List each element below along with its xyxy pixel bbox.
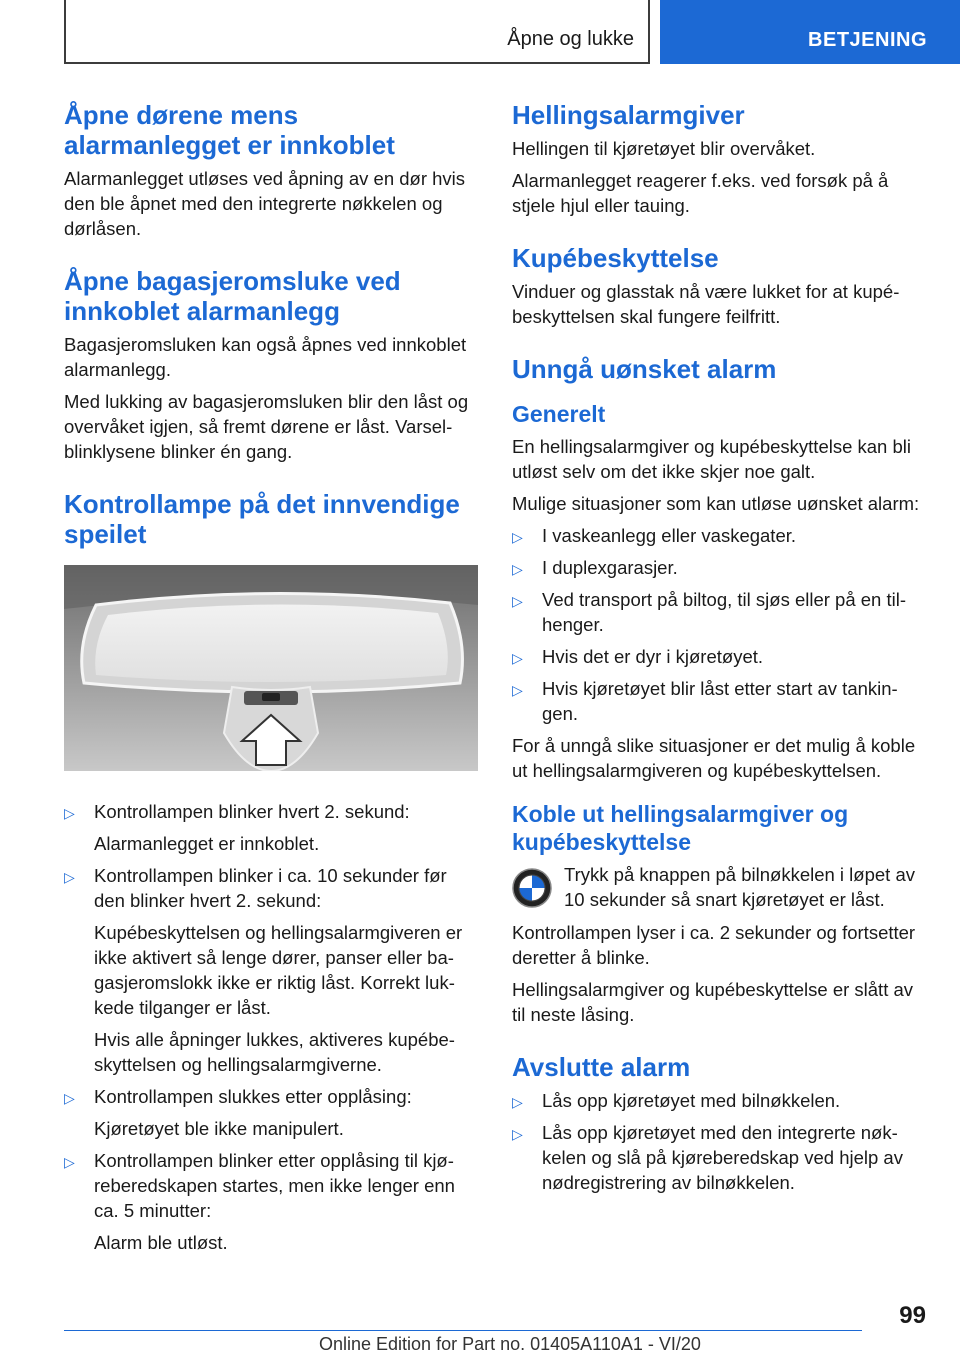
list-subtext: Kupébeskyttelsen og hellingsalarmgiveren er ikke aktivert så lenge dører, panser eller bagasjeromslokk ikke er riktig låst. Korrekt lukkede tilganger er låst. bbox=[94, 922, 463, 1018]
left-column bbox=[64, 100, 478, 1262]
list-subtext: Alarm ble utløst. bbox=[94, 1232, 228, 1253]
heading-tilt-alarm: Hellingsalarmgiver bbox=[512, 100, 745, 130]
list-subtext: Hvis alle åpninger lukkes, aktiveres kupébeskyttelsen og hellingsalarmgiverne. bbox=[94, 1029, 455, 1075]
bullet-triangle-icon: ▷ bbox=[512, 529, 523, 545]
heading-indicator-lamp: Kontrollampe på det innvendige speilet bbox=[64, 489, 460, 549]
paragraph: Vinduer og glasstak nå være lukket for at kupébeskyttelsen skal fungere feilfritt. bbox=[512, 281, 900, 327]
heading-open-trunk: Åpne bagasjeromsluke ved innkoblet alarmanlegg bbox=[64, 266, 401, 326]
bullet-triangle-icon: ▷ bbox=[512, 561, 523, 577]
paragraph: Alarmanlegget reagerer f.eks. ved forsøk på å stjele hjul eller tauing. bbox=[512, 170, 889, 216]
list-item: ▷ Hvis kjøretøyet blir låst etter start av tankingen. bbox=[512, 678, 898, 724]
footer-divider bbox=[64, 1330, 862, 1331]
bullet-triangle-icon: ▷ bbox=[64, 1090, 75, 1106]
bullet-triangle-icon: ▷ bbox=[512, 1126, 523, 1142]
list-item: ▷ Ved transport på biltog, til sjøs eller på en tilhenger. bbox=[512, 589, 907, 635]
list-item: ▷ Lås opp kjøretøyet med den integrerte nøkkelen og slå på kjøreberedskap ved hjelp av nødregistrering av bilnøkkelen. bbox=[512, 1122, 903, 1193]
heading-stop-alarm: Avslutte alarm bbox=[512, 1052, 691, 1082]
bullet-triangle-icon: ▷ bbox=[512, 593, 523, 609]
header-chapter-box bbox=[64, 0, 650, 64]
paragraph: Med lukking av bagasjeromsluken blir den låst og overvåket igjen, så fremt dørene er låst. Varselblinklysene blinker én gang. bbox=[64, 391, 469, 462]
section-title: BETJENING bbox=[808, 29, 927, 51]
header-section-tab bbox=[660, 0, 960, 64]
bullet-triangle-icon: ▷ bbox=[64, 805, 75, 821]
situation-list bbox=[512, 523, 926, 726]
paragraph: Hellingsalarmgiver og kupébeskyttelse er slått av til neste låsing. bbox=[512, 979, 914, 1025]
paragraph: For å unngå slike situasjoner er det mulig å koble ut hellingsalarmgiveren og kupébeskyttelsen. bbox=[512, 735, 916, 781]
list-subtext: Alarmanlegget er innkoblet. bbox=[94, 833, 320, 854]
list-item: ▷ Kontrollampen blinker hvert 2. sekund: bbox=[64, 799, 478, 824]
list-item: ▷ Kontrollampen blinker etter opplåsing til kjøreberedskapen startes, men ikke lenger enn ca. 5 minutter: bbox=[64, 1150, 455, 1221]
bullet-triangle-icon: ▷ bbox=[64, 869, 75, 885]
paragraph: Alarmanlegget utløses ved åpning av en dør hvis den ble åpnet med den integrerte nøkkelen og dørlåsen. bbox=[64, 168, 466, 239]
rearview-mirror-illustration bbox=[64, 565, 478, 771]
list-item: ▷ Hvis det er dyr i kjøretøyet. bbox=[512, 644, 926, 669]
right-column bbox=[512, 100, 926, 1202]
bullet-triangle-icon: ▷ bbox=[512, 650, 523, 666]
list-subtext: Kjøretøyet ble ikke manipulert. bbox=[94, 1118, 344, 1139]
paragraph: Hellingen til kjøretøyet blir overvåket. bbox=[512, 138, 816, 159]
bullet-triangle-icon: ▷ bbox=[64, 1154, 75, 1170]
paragraph: Mulige situasjoner som kan utløse uønsket alarm: bbox=[512, 493, 920, 514]
list-item: ▷ I duplexgarasjer. bbox=[512, 555, 926, 580]
page-number: 99 bbox=[899, 1302, 926, 1329]
bmw-key-button-icon bbox=[512, 868, 552, 908]
paragraph: Bagasjeromsluken kan også åpnes ved innkoblet alarmanlegg. bbox=[64, 334, 467, 380]
list-item: ▷ Kontrollampen blinker i ca. 10 sekunder før den blinker hvert 2. sekund: bbox=[64, 865, 447, 911]
stop-alarm-list bbox=[512, 1088, 926, 1195]
subheading-disable-alarm: Koble ut hellingsalarmgiver og kupébeskyttelse bbox=[512, 801, 849, 855]
key-instruction bbox=[512, 862, 926, 912]
subheading-general: Generelt bbox=[512, 401, 606, 427]
paragraph: En hellingsalarmgiver og kupébeskyttelse kan bli utløst selv om det ikke skjer noe galt. bbox=[512, 436, 911, 482]
footer-edition: Online Edition for Part no. 01405A110A1 - VI/20 bbox=[319, 1334, 701, 1354]
indicator-list bbox=[64, 799, 478, 1255]
heading-avoid-alarm: Unngå uønsket alarm bbox=[512, 354, 777, 384]
bullet-triangle-icon: ▷ bbox=[512, 682, 523, 698]
heading-interior-protection: Kupébeskyttelse bbox=[512, 243, 719, 273]
list-item: ▷ I vaskeanlegg eller vaskegater. bbox=[512, 523, 926, 548]
bullet-triangle-icon: ▷ bbox=[512, 1094, 523, 1110]
heading-open-doors: Åpne dørene mens alarmanlegget er innkoblet bbox=[64, 100, 395, 160]
list-item: ▷ Kontrollampen slukkes etter opplåsing: bbox=[64, 1084, 478, 1109]
list-item: ▷ Lås opp kjøretøyet med bilnøkkelen. bbox=[512, 1088, 926, 1113]
paragraph: Kontrollampen lyser i ca. 2 sekunder og fortsetter deretter å blinke. bbox=[512, 922, 916, 968]
paragraph: Trykk på knappen på bilnøkkelen i løpet av 10 sekunder så snart kjøretøyet er låst. bbox=[564, 864, 915, 910]
chapter-title: Åpne og lukke bbox=[507, 28, 634, 50]
